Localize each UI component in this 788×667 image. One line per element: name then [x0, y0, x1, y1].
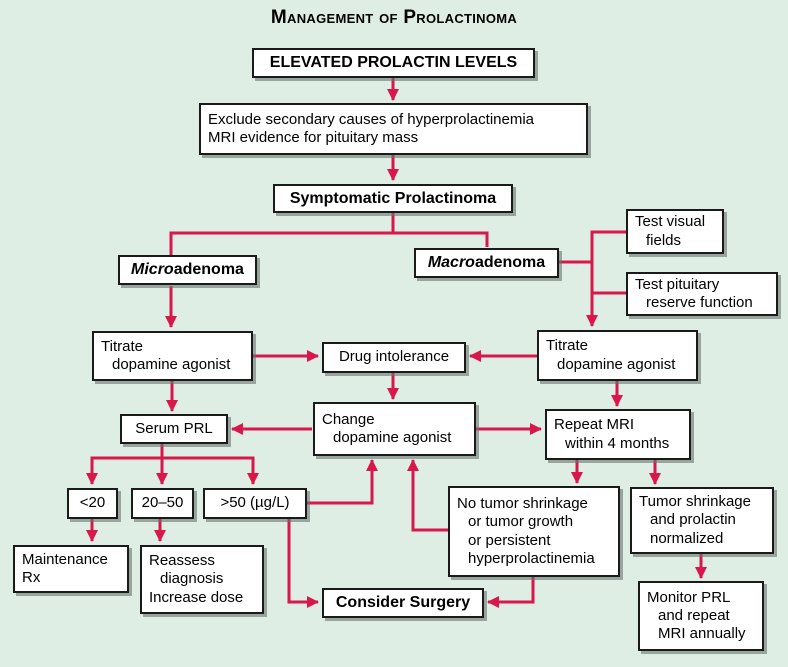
node-line: No tumor shrinkage: [457, 495, 588, 513]
node-prl-20-50: [131, 488, 194, 519]
node-prl-over-50: [203, 488, 307, 519]
arrow-gt50-to-change: [307, 460, 372, 503]
node-line: Titrate: [101, 337, 143, 355]
node-test-visual-fields: [626, 209, 724, 254]
node-label: >50 (µg/L): [220, 494, 290, 512]
node-line: within 4 months: [565, 434, 670, 452]
node-reassess-diagnosis: [140, 545, 264, 614]
node-line: Maintenance: [22, 550, 108, 568]
node-maintenance-rx: [13, 545, 129, 593]
node-line: dopamine agonist: [333, 429, 452, 446]
arrow-noshrink-to-change: [413, 460, 449, 530]
node-label-part: adenoma: [474, 254, 546, 272]
node-microadenoma: [118, 255, 257, 285]
node-line: Increase dose: [149, 588, 244, 606]
node-line: reserve function: [646, 294, 753, 311]
node-macroadenoma: [414, 248, 559, 278]
node-line: hyperprolactinemia: [468, 549, 595, 567]
node-label: Drug intolerance: [338, 348, 450, 366]
node-line: Rx: [22, 569, 41, 586]
node-change-dopamine-agonist: [313, 402, 476, 456]
node-line: and prolactin: [650, 511, 736, 529]
node-label: <20: [79, 494, 106, 512]
node-line: Exclude secondary causes of hyperprolactinemia: [208, 110, 535, 128]
node-line: or tumor growth: [468, 513, 574, 531]
node-label: ELEVATED PROLACTIN LEVELS: [269, 54, 518, 72]
node-line: Test visual: [635, 213, 706, 231]
node-line: dopamine agonist: [112, 356, 231, 373]
arrow-trunk-to-titrate-right: [592, 232, 626, 326]
node-line: MRI annually: [658, 625, 746, 643]
node-titrate-dopamine-agonist-right: [537, 330, 698, 381]
node-label-part: adenoma: [173, 261, 244, 279]
node-line: fields: [646, 231, 682, 249]
node-line: Reassess: [149, 552, 215, 570]
node-line: Test pituitary: [635, 275, 720, 293]
node-label: [428, 253, 545, 272]
node-symptomatic-prolactinoma: [273, 184, 513, 213]
node-label-italic-part: Micro: [131, 261, 174, 279]
node-test-pituitary-reserve: [626, 272, 778, 316]
arrow-gt50-to-surgery: [289, 519, 318, 602]
node-no-tumor-shrinkage: [448, 486, 620, 577]
node-line: Titrate: [546, 337, 588, 355]
node-line: and repeat: [658, 606, 730, 624]
node-elevated-prolactin-levels: [252, 48, 535, 78]
node-line: or persistent: [468, 531, 551, 549]
node-line: Change: [322, 410, 375, 428]
node-serum-prl: [120, 414, 228, 444]
node-monitor-prl: [638, 581, 764, 651]
node-consider-surgery: [322, 588, 484, 618]
node-exclude-secondary-causes: [199, 103, 588, 155]
node-repeat-mri: [545, 409, 691, 460]
node-drug-intolerance: [322, 342, 466, 373]
node-line: dopamine agonist: [557, 355, 676, 373]
node-label: Symptomatic Prolactinoma: [289, 189, 497, 207]
node-line: Tumor shrinkage: [639, 493, 751, 511]
node-label: 20–50: [141, 494, 184, 512]
node-label-italic-part: Macro: [427, 254, 475, 272]
node-line: Repeat MRI: [554, 416, 635, 434]
node-line: normalized: [650, 529, 724, 547]
node-line: MRI evidence for pituitary mass: [208, 129, 419, 146]
node-line: Monitor PRL: [647, 588, 731, 606]
node-tumor-shrinkage-normalized: [630, 487, 774, 554]
diagram-title: Management of Prolactinoma: [270, 7, 518, 28]
node-prl-under-20: [67, 488, 118, 519]
arrow-noshrink-to-surgery: [488, 577, 533, 602]
node-label: Consider Surgery: [335, 594, 471, 612]
node-line: diagnosis: [160, 570, 224, 588]
node-titrate-dopamine-agonist-left: [92, 331, 253, 381]
node-label: [131, 260, 244, 279]
node-label: Serum PRL: [135, 419, 213, 437]
